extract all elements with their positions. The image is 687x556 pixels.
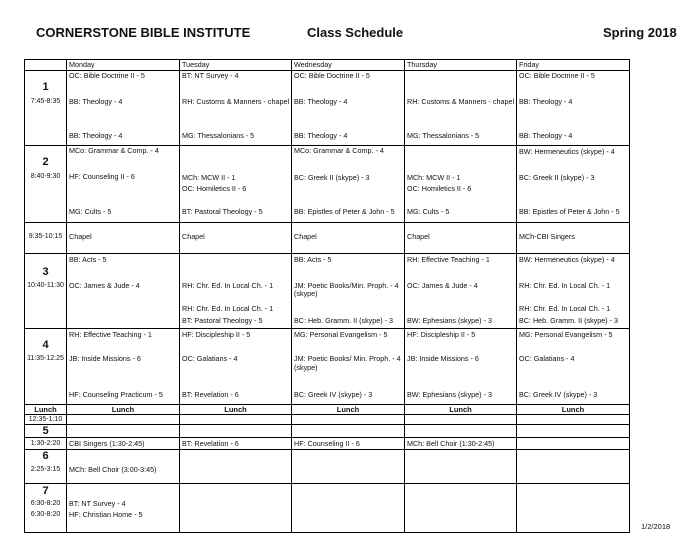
class-entry: HF: Counseling II - 6 — [69, 172, 135, 181]
class-entry: MCo: Grammar & Comp. - 4 — [294, 146, 384, 155]
lunch-time: 12:35-1:10 — [25, 414, 67, 424]
period-7-label: 7 6:30-8:20 6:30-8:20 — [25, 483, 67, 532]
class-entry: BC: Greek II (skype) - 3 — [294, 173, 370, 182]
class-entry: OC: James & Jude - 4 — [407, 281, 478, 290]
class-entry: HF: Counseling Practicum - 5 — [69, 391, 163, 400]
schedule-title: Class Schedule — [307, 25, 404, 40]
class-entry: MG: Cults - 5 — [407, 207, 450, 216]
period-3-label: 3 10:40-11:30 — [25, 253, 67, 328]
class-entry: BC: Greek IV (skype) - 3 — [294, 391, 373, 400]
class-entry: HF: Christian Home - 5 — [69, 510, 143, 519]
period-2-label: 2 8:40-9:30 — [25, 145, 67, 222]
day-header-wednesday: Wednesday — [292, 60, 405, 71]
period-5-number-row — [25, 424, 630, 437]
lunch-wednesday: Lunch — [292, 404, 405, 414]
class-entry: BB: Theology - 4 — [519, 132, 573, 141]
p5-monday: CBI Singers (1:30-2:45) — [67, 438, 180, 450]
p2-tuesday — [180, 145, 292, 222]
class-entry: BW: Ephesians (skype) - 3 — [407, 316, 492, 325]
class-entry: BW: Ephesians (skype) - 3 — [407, 391, 492, 400]
class-entry: BT: Pastoral Theology - 5 — [182, 316, 263, 325]
class-entry: OC: Bible Doctrine II - 5 — [294, 72, 370, 81]
class-entry: OC: James & Jude - 4 — [69, 281, 140, 290]
period-6-row — [25, 450, 630, 484]
day-header-monday: Monday — [67, 60, 180, 71]
period-7-row — [25, 483, 630, 532]
empty-cell — [180, 483, 292, 532]
class-entry: MG: Cults - 5 — [69, 207, 112, 216]
class-entry: BC: Heb. Gramm. II (skype) - 3 — [294, 316, 394, 325]
empty-cell — [180, 450, 292, 484]
class-entry: RH: Customs & Manners - chapel — [182, 98, 290, 107]
day-header-row — [25, 60, 630, 71]
class-entry: RH: Effective Teaching - 1 — [69, 331, 152, 340]
class-entry: BT: NT Survey - 4 — [182, 72, 239, 81]
p2-wednesday — [292, 145, 405, 222]
lunch-monday: Lunch — [67, 404, 180, 414]
lunch-label-corner: Lunch — [25, 404, 67, 414]
empty-cell — [292, 450, 405, 484]
chapel-thursday: Chapel — [405, 223, 517, 254]
p4-wednesday — [292, 329, 405, 404]
class-entry: BC: Greek IV (skype) - 3 — [519, 391, 598, 400]
period-6-label: 6 2:25-3:15 — [25, 450, 67, 484]
class-entry: OC: Galatians - 4 — [519, 355, 575, 364]
class-entry: MG: Thessalonians - 5 — [182, 132, 255, 141]
term-label: Spring 2018 — [603, 25, 677, 40]
p4-friday — [517, 329, 630, 404]
p7-monday — [67, 483, 180, 532]
class-entry: BT: NT Survey - 4 — [69, 499, 126, 508]
class-entry: OC: Galatians - 4 — [182, 355, 238, 364]
class-entry: RH: Chr. Ed. In Local Ch. - 1 — [182, 281, 274, 290]
class-entry: MCh: MCW II - 1 — [182, 173, 236, 182]
class-entry: BC: Heb. Gramm. II (skype) - 3 — [519, 316, 619, 325]
empty-cell — [405, 483, 517, 532]
class-entry: BB: Theology - 4 — [69, 98, 123, 107]
class-entry: OC: Bible Doctrine II - 5 — [69, 72, 145, 81]
class-entry: BB: Acts - 5 — [294, 255, 332, 264]
p1-monday — [67, 71, 180, 145]
period-5-label: 5 — [25, 424, 67, 437]
class-entry: RH: Customs & Manners - chapel — [407, 98, 515, 107]
chapel-monday: Chapel — [67, 223, 180, 254]
p1-tuesday — [180, 71, 292, 145]
class-entry: OC: Homiletics II - 6 — [407, 184, 472, 193]
class-entry: MG: Thessalonians - 5 — [407, 132, 480, 141]
p5-tuesday: BT: Revelation - 6 — [180, 438, 292, 450]
class-entry: MCh: MCW II - 1 — [407, 173, 461, 182]
period-2-row — [25, 145, 630, 222]
empty-cell — [292, 424, 405, 437]
lunch-label-row — [25, 404, 630, 414]
empty-cell — [180, 424, 292, 437]
period-5-time: 1:30-2:20 — [25, 438, 67, 450]
class-entry: BB: Theology - 4 — [519, 98, 573, 107]
day-header-friday: Friday — [517, 60, 630, 71]
p5-thursday: MCh: Bell Choir (1:30-2:45) — [405, 438, 517, 450]
chapel-time: 9:35-10:15 — [25, 223, 67, 254]
class-entry: BB: Epistles of Peter & John - 5 — [519, 207, 620, 216]
chapel-wednesday: Chapel — [292, 223, 405, 254]
p2-friday — [517, 145, 630, 222]
chapel-row — [25, 223, 630, 254]
period-4-label: 4 11:35-12:25 — [25, 329, 67, 404]
class-entry: RH: Chr. Ed. In Local Ch. - 1 — [519, 281, 611, 290]
p1-wednesday — [292, 71, 405, 145]
class-entry: HF: Discipleship II - 5 — [407, 331, 476, 340]
period-5-row — [25, 438, 630, 450]
class-entry: BW: Hermeneutics (skype) - 4 — [519, 147, 615, 156]
day-header-thursday: Thursday — [405, 60, 517, 71]
empty-cell — [292, 483, 405, 532]
empty-cell — [517, 424, 630, 437]
class-entry: BB: Theology - 4 — [294, 132, 348, 141]
empty-cell — [405, 450, 517, 484]
institute-name: CORNERSTONE BIBLE INSTITUTE — [36, 25, 251, 40]
empty-cell — [517, 414, 630, 424]
empty-cell — [517, 483, 630, 532]
chapel-friday: MCh-CBI Singers — [517, 223, 630, 254]
class-entry: RH: Chr. Ed. In Local Ch. - 1 — [182, 304, 274, 313]
empty-cell — [405, 424, 517, 437]
period-3-row — [25, 253, 630, 328]
day-header-tuesday: Tuesday — [180, 60, 292, 71]
lunch-friday: Lunch — [517, 404, 630, 414]
p4-monday — [67, 329, 180, 404]
p4-thursday — [405, 329, 517, 404]
class-entry: BB: Acts - 5 — [69, 255, 107, 264]
class-entry: JM: Poetic Books/Min. Proph. - 4 (skype) — [294, 281, 399, 299]
p5-friday — [517, 438, 630, 450]
class-entry: RH: Effective Teaching - 1 — [407, 255, 490, 264]
class-entry: JM: Poetic Books/ Min. Proph. - 4 (skype) — [294, 355, 401, 372]
p3-wednesday — [292, 253, 405, 328]
p2-thursday — [405, 145, 517, 222]
empty-cell — [180, 414, 292, 424]
schedule-table — [24, 59, 630, 533]
period-4-row — [25, 329, 630, 404]
class-entry: RH: Chr. Ed. In Local Ch. - 1 — [519, 304, 611, 313]
lunch-time-row — [25, 414, 630, 424]
p2-monday — [67, 145, 180, 222]
p3-monday — [67, 253, 180, 328]
empty-cell — [292, 414, 405, 424]
period-1-row — [25, 71, 630, 145]
class-entry: OC: Bible Doctrine II - 5 — [519, 72, 595, 81]
period-1-label: 1 7:45-8:35 — [25, 71, 67, 145]
p3-thursday — [405, 253, 517, 328]
lunch-tuesday: Lunch — [180, 404, 292, 414]
empty-cell — [67, 414, 180, 424]
chapel-tuesday: Chapel — [180, 223, 292, 254]
class-entry: MG: Personal Evangelism - 5 — [294, 331, 388, 340]
class-entry: BT: Pastoral Theology - 5 — [182, 207, 263, 216]
class-entry: MG: Personal Evangelism - 5 — [519, 331, 613, 340]
class-entry: JB: Inside Missions - 6 — [69, 355, 141, 364]
class-entry: BB: Epistles of Peter & John - 5 — [294, 207, 395, 216]
p1-thursday — [405, 71, 517, 145]
empty-cell — [517, 450, 630, 484]
empty-cell — [67, 424, 180, 437]
lunch-thursday: Lunch — [405, 404, 517, 414]
class-entry: BW: Hermeneutics (skype) - 4 — [519, 255, 615, 264]
p3-friday — [517, 253, 630, 328]
class-entry: BB: Theology - 4 — [294, 98, 348, 107]
class-entry: BB: Theology - 4 — [69, 132, 123, 141]
class-entry: BC: Greek II (skype) - 3 — [519, 173, 595, 182]
p1-friday — [517, 71, 630, 145]
p4-tuesday — [180, 329, 292, 404]
class-entry: HF: Discipleship II - 5 — [182, 331, 251, 340]
p3-tuesday — [180, 253, 292, 328]
empty-cell — [405, 414, 517, 424]
p6-monday: MCh: Bell Choir (3:00-3:45) — [67, 450, 180, 484]
class-entry: JB: Inside Missions - 6 — [407, 355, 479, 364]
class-entry: BT: Revelation - 6 — [182, 391, 239, 400]
p5-wednesday: HF: Counseling II - 6 — [292, 438, 405, 450]
class-entry: MCo: Grammar & Comp. - 4 — [69, 146, 159, 155]
corner-cell — [25, 60, 67, 71]
class-entry: OC: Homiletics II - 6 — [182, 184, 247, 193]
footer-date: 1/2/2018 — [641, 522, 671, 531]
